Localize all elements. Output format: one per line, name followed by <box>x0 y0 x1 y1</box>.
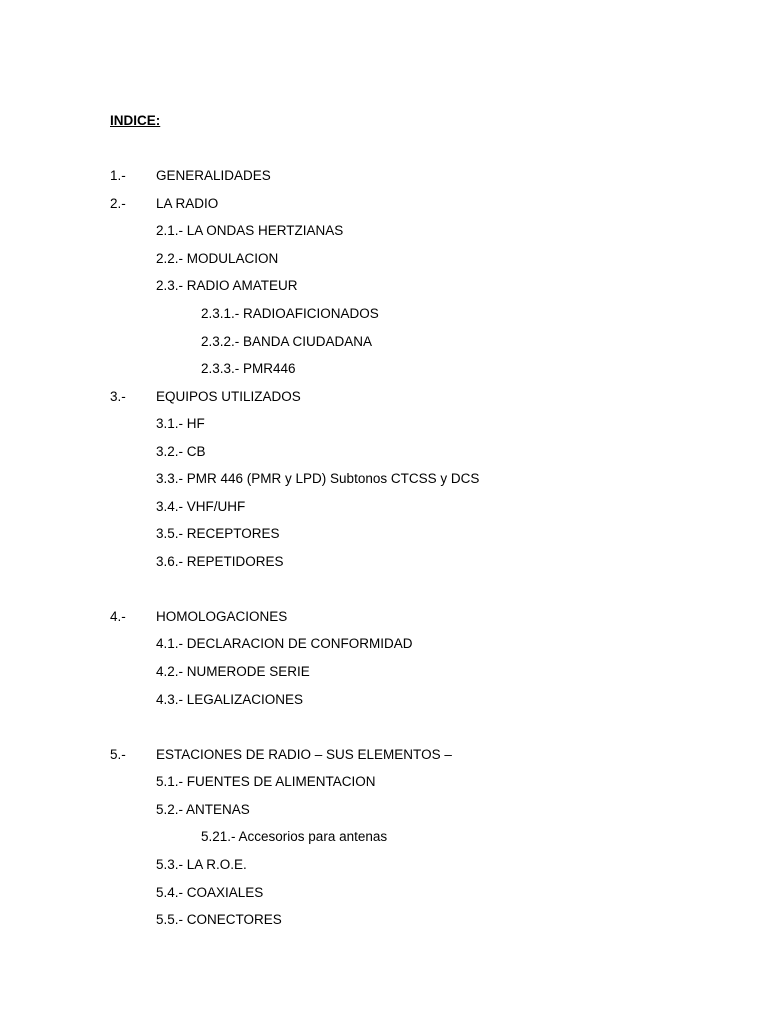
toc-subentry-4-2: 4.2.- NUMERODE SERIE <box>156 664 310 679</box>
toc-subentry-2-3-2: 2.3.2.- BANDA CIUDADANA <box>201 334 373 349</box>
toc-entry-title: GENERALIDADES <box>156 168 271 183</box>
toc-entry-title: EQUIPOS UTILIZADOS <box>156 389 301 404</box>
toc-entry-title: ESTACIONES DE RADIO – SUS ELEMENTOS – <box>156 747 452 762</box>
toc-subentry-3-5: 3.5.- RECEPTORES <box>156 526 280 541</box>
toc-subentry-5-3: 5.3.- LA R.O.E. <box>156 857 247 872</box>
toc-subentry-2-2: 2.2.- MODULACION <box>156 251 279 266</box>
toc-entry-title: HOMOLOGACIONES <box>156 609 288 624</box>
toc-subentry-4-3: 4.3.- LEGALIZACIONES <box>156 692 304 707</box>
toc-subentry-4-1: 4.1.- DECLARACION DE CONFORMIDAD <box>156 636 413 651</box>
toc-subentry-3-4: 3.4.- VHF/UHF <box>156 499 246 514</box>
toc-entry-number: 3.- <box>110 389 126 404</box>
toc-subentry-5-1: 5.1.- FUENTES DE ALIMENTACION <box>156 774 376 789</box>
toc-subentry-5-4: 5.4.- COAXIALES <box>156 885 264 900</box>
toc-subentry-2-3-1: 2.3.1.- RADIOAFICIONADOS <box>201 306 379 321</box>
toc-entry-number: 4.- <box>110 609 126 624</box>
toc-subentry-3-2: 3.2.- CB <box>156 444 206 459</box>
toc-entry-number: 5.- <box>110 747 126 762</box>
index-heading: INDICE: <box>110 113 161 128</box>
toc-subentry-3-1: 3.1.- HF <box>156 416 205 431</box>
toc-entry-number: 1.- <box>110 168 126 183</box>
toc-subentry-5-2: 5.2.- ANTENAS <box>156 802 250 817</box>
toc-subentry-2-3-3: 2.3.3.- PMR446 <box>201 361 296 376</box>
toc-subentry-3-3: 3.3.- PMR 446 (PMR y LPD) Subtonos CTCSS y DCS <box>156 471 480 486</box>
toc-subentry-2-1: 2.1.- LA ONDAS HERTZIANAS <box>156 223 344 238</box>
toc-subentry-2-3: 2.3.- RADIO AMATEUR <box>156 278 298 293</box>
toc-subentry-5-5: 5.5.- CONECTORES <box>156 912 282 927</box>
toc-subentry-5-2-1: 5.21.- Accesorios para antenas <box>201 829 388 844</box>
toc-entry-number: 2.- <box>110 196 126 211</box>
toc-subentry-3-6: 3.6.- REPETIDORES <box>156 554 284 569</box>
toc-entry-title: LA RADIO <box>156 196 219 211</box>
